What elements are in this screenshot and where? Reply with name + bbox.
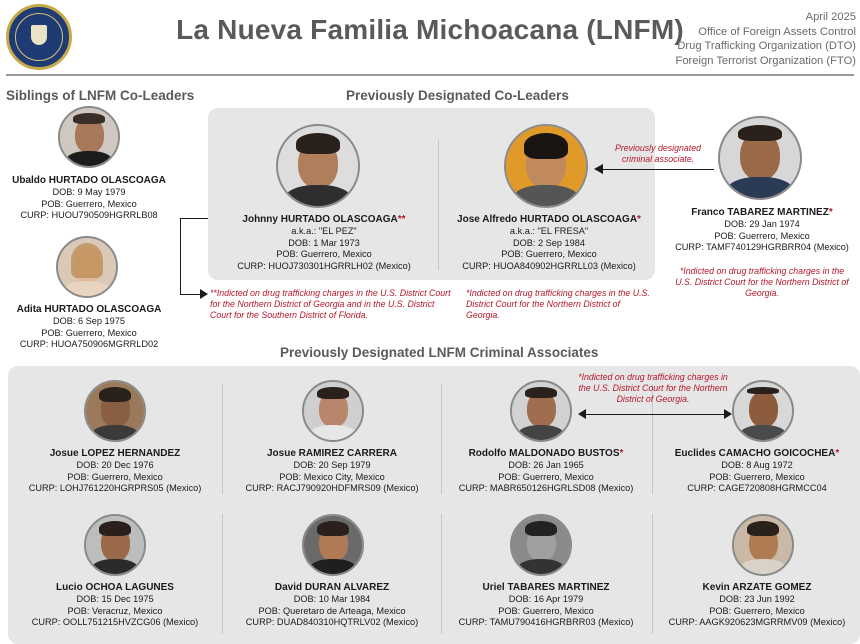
annotation-johnny-indictment: **Indicted on drug trafficking charges in the U.S. District Court for the Northern District of Georgia and in the U.S. District Court for the Southern District of Florida. [210, 288, 451, 320]
person-card [442, 582, 650, 629]
indictment-marker: * [619, 448, 624, 459]
associates-divider [222, 384, 223, 494]
person-dob: DOB: 20 Sep 1979 [293, 460, 371, 470]
indictment-marker: * [835, 448, 840, 459]
avatar [84, 380, 146, 442]
annotation-franco-indictment: *Indicted on drug trafficking charges in the U.S. District Court for the Northern District of Georgia. [675, 266, 849, 298]
person-dob: DOB: 2 Sep 1984 [512, 237, 585, 248]
header-divider [6, 74, 854, 76]
header-info [675, 10, 856, 68]
person-card [10, 582, 220, 629]
person-pob: POB: Guerrero, Mexico [709, 605, 805, 616]
person-curp: CURP: CAGE720808HGRMCC04 [687, 483, 827, 494]
office-name: Office of Foreign Assets Control [698, 25, 856, 38]
sibling-connector [180, 218, 181, 294]
person-dob: DOB: 29 Jan 1974 [724, 219, 800, 229]
person-card [442, 448, 650, 495]
person-pob: POB: Guerrero, Mexico [709, 471, 805, 482]
person-name: Josue RAMIREZ CARRERA [266, 448, 397, 459]
arrow-head [594, 164, 603, 174]
person-aka: a.k.a.: "EL PEZ" [291, 226, 357, 236]
person-card [224, 582, 440, 629]
person-card [0, 304, 178, 351]
avatar [302, 514, 364, 576]
person-name: Kevin ARZATE GOMEZ [702, 582, 812, 593]
avatar [58, 106, 120, 168]
person-pob: POB: Guerrero, Mexico [498, 605, 594, 616]
avatar [84, 514, 146, 576]
person-curp: CURP: RACJ790920HDFMRS09 (Mexico) [245, 483, 419, 494]
avatar [732, 514, 794, 576]
indictment-marker: * [828, 207, 833, 218]
person-card [224, 448, 440, 495]
designation-fto: Foreign Terrorist Organization (FTO) [675, 54, 856, 67]
person-dob: DOB: 1 Mar 1973 [288, 237, 360, 248]
avatar [504, 124, 588, 208]
coleaders-section-title: Previously Designated Co-Leaders [346, 88, 569, 103]
person-dob: DOB: 15 Dec 1975 [76, 594, 154, 604]
person-pob: POB: Veracruz, Mexico [67, 605, 163, 616]
person-dob: DOB: 8 Aug 1972 [721, 460, 793, 470]
person-name: Adita HURTADO OLASCOAGA [16, 304, 162, 315]
annotation-associates-indictment: *Indicted on drug trafficking charges in the U.S. District Court for the Northern District of Georgia. [578, 372, 728, 404]
person-curp: CURP: DUAD840310HQTRLV02 (Mexico) [245, 617, 419, 628]
person-name: Rodolfo MALDONADO BUSTOS [468, 448, 620, 459]
person-pob: POB: Mexico City, Mexico [279, 471, 385, 482]
person-pob: POB: Guerrero, Mexico [41, 198, 137, 209]
association-arrow [584, 414, 724, 415]
person-name: Euclides CAMACHO GOICOCHEA [674, 448, 836, 459]
person-dob: DOB: 10 Mar 1984 [293, 594, 371, 604]
page-title: La Nueva Familia Michoacana (LNFM) [176, 14, 684, 45]
person-dob: DOB: 16 Apr 1979 [508, 594, 584, 604]
person-name: Jose Alfredo HURTADO OLASCOAGA [457, 214, 638, 225]
person-dob: DOB: 20 Dec 1976 [76, 460, 154, 470]
person-name [210, 214, 438, 226]
avatar [56, 236, 118, 298]
person-dob: DOB: 9 May 1979 [52, 187, 126, 197]
person-curp: CURP: TAMU790416HGRBRR03 (Mexico) [458, 617, 634, 628]
arrow-head [724, 409, 732, 419]
person-card [210, 214, 438, 272]
associates-divider [222, 514, 223, 634]
person-curp: CURP: TAMF740129HGRBRR04 (Mexico) [675, 242, 849, 253]
person-pob: POB: Guerrero, Mexico [67, 471, 163, 482]
person-curp: CURP: HUOJ730301HGRRLH02 (Mexico) [237, 260, 411, 271]
designation-dto: Drug Trafficking Organization (DTO) [677, 40, 856, 52]
person-pob: POB: Guerrero, Mexico [498, 471, 594, 482]
annotation-prev-associate: Previously designated criminal associate. [614, 143, 702, 164]
person-aka: a.k.a.: "EL FRESA" [509, 226, 589, 236]
person-card [666, 207, 858, 254]
person-name-text: Johnny HURTADO OLASCOAGA [242, 214, 398, 225]
person-card [0, 175, 178, 222]
person-name: David DURAN ALVAREZ [274, 582, 390, 593]
associates-section-title: Previously Designated LNFM Criminal Associates [280, 345, 599, 360]
arrow-head [578, 409, 586, 419]
person-name: Franco TABAREZ MARTINEZ [691, 207, 829, 218]
person-pob: POB: Queretaro de Arteaga, Mexico [258, 605, 406, 616]
person-name: Josue LOPEZ HERNANDEZ [49, 448, 181, 459]
person-curp: CURP: HUOA840902HGRRLL03 (Mexico) [462, 260, 636, 271]
avatar [718, 116, 802, 200]
siblings-section-title: Siblings of LNFM Co-Leaders [6, 88, 195, 103]
associates-divider [652, 514, 653, 634]
person-curp: CURP: HUOA750906MGRRLD02 [19, 339, 159, 350]
person-curp: CURP: LOHJ761220HGRPRS05 (Mexico) [28, 483, 202, 494]
person-pob: POB: Guerrero, Mexico [276, 249, 372, 260]
person-dob: DOB: 23 Jun 1992 [719, 594, 795, 604]
person-curp: CURP: AAGK920623MGRRMV09 (Mexico) [668, 617, 846, 628]
sibling-connector [180, 218, 208, 219]
person-name: Uriel TABARES MARTINEZ [482, 582, 610, 593]
person-card [654, 448, 860, 495]
avatar [732, 380, 794, 442]
person-name: Ubaldo HURTADO OLASCOAGA [12, 175, 166, 186]
annotation-jose-indictment: *Indicted on drug trafficking charges in the U.S. District Court for the Northern District of Georgia. [466, 288, 650, 320]
person-curp: CURP: HUOU790509HGRRLB08 [20, 210, 158, 221]
person-dob: DOB: 6 Sep 1975 [52, 316, 125, 326]
person-curp: CURP: OOLL751215HVZCG06 (Mexico) [31, 617, 199, 628]
avatar [510, 514, 572, 576]
person-card [438, 214, 660, 272]
avatar [302, 380, 364, 442]
person-pob: POB: Guerrero, Mexico [501, 249, 597, 260]
person-name: Lucio OCHOA LAGUNES [56, 582, 174, 593]
avatar [276, 124, 360, 208]
indictment-marker: ** [397, 214, 406, 225]
avatar [510, 380, 572, 442]
association-arrow [602, 169, 714, 170]
person-card [10, 448, 220, 495]
person-pob: POB: Guerrero, Mexico [714, 230, 810, 241]
indictment-marker: * [637, 214, 641, 225]
sibling-connector [180, 294, 202, 295]
person-dob: DOB: 26 Jan 1965 [508, 460, 584, 470]
person-pob: POB: Guerrero, Mexico [41, 327, 137, 338]
report-date: April 2025 [805, 11, 856, 23]
arrow-head [200, 289, 208, 299]
person-card [654, 582, 860, 629]
person-curp: CURP: MABR650126HGRLSD08 (Mexico) [458, 483, 634, 494]
